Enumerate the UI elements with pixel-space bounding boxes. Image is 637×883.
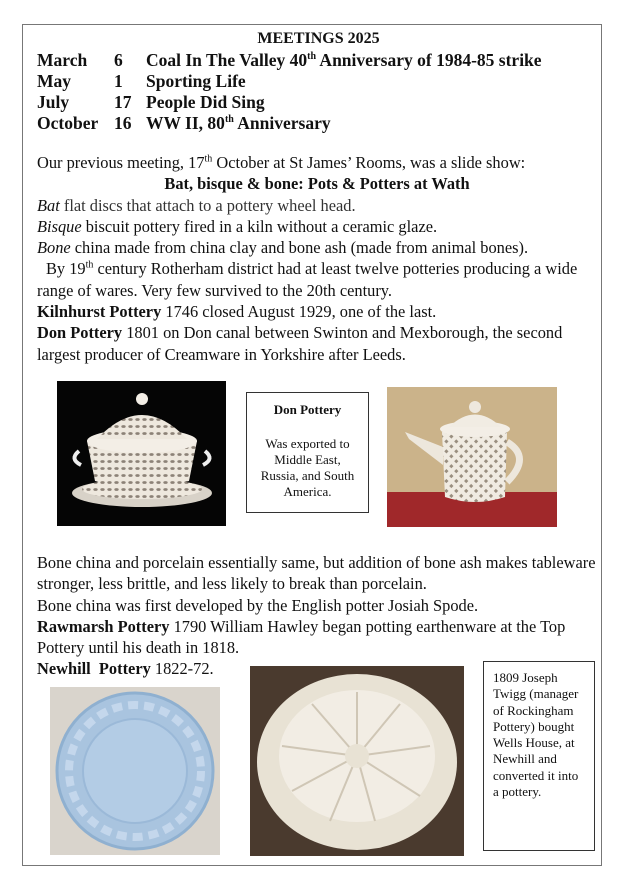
schedule-event: People Did Sing <box>146 92 265 112</box>
schedule-month: July <box>37 92 70 112</box>
schedule-row <box>37 71 542 92</box>
bone-china-paragraph: Bone china and porcelain essentially same, but addition of bone ash makes tableware stronger, less brittle, and less likely to break than porcelain. <box>37 553 596 594</box>
definition-bat: Bat flat discs that attach to a pottery wheel head. <box>37 195 356 215</box>
talk-title: Bat, bisque & bone: Pots & Potters at Wath <box>164 174 470 194</box>
don-box-title: Don Pottery <box>273 402 342 417</box>
teapot-photo <box>387 387 557 527</box>
rawmarsh-paragraph: Rawmarsh Pottery 1790 William Hawley began potting earthenware at the Top Pottery until his death in 1818. <box>37 616 566 658</box>
schedule-event: Coal In The Valley 40th Anniversary of 1984-85 strike <box>146 50 542 70</box>
don-paragraph: Don Pottery 1801 on Don canal between Swinton and Mexborough, the second largest producer of Creamware in Yorkshire after Leeds. <box>37 323 563 364</box>
history-paragraph: By 19th century Rotherham district had at least twelve potteries producing a wide range of wares. Very few survived to the 20th century. <box>37 259 578 300</box>
meeting-schedule <box>37 50 542 134</box>
schedule-row <box>37 113 542 134</box>
don-box-body: Was exported to Middle East, Russia, and South America. <box>260 436 355 499</box>
ribbed-dish-photo <box>250 666 464 856</box>
schedule-month: March <box>37 50 88 70</box>
newhill-paragraph: Newhill Pottery 1822-72. <box>37 659 214 679</box>
spode-paragraph: Bone china was first developed by the English potter Josiah Spode. <box>37 595 479 615</box>
schedule-day: 17 <box>114 92 132 112</box>
article-top <box>37 152 597 365</box>
schedule-row <box>37 50 542 71</box>
intro-paragraph: Our previous meeting, 17th October at St James’ Rooms, was a slide show: <box>37 153 526 172</box>
chestnut-basket-photo <box>57 381 226 526</box>
kilnhurst-paragraph: Kilnhurst Pottery 1746 closed August 1929, one of the last. <box>37 302 437 322</box>
schedule-event: Sporting Life <box>146 71 246 91</box>
twigg-box: 1809 Joseph Twigg (manager of Rockingham Pottery) bought Wells House, at Newhill and converted it into a pottery. <box>483 661 595 851</box>
blue-plate-photo <box>50 687 220 855</box>
schedule-day: 16 <box>114 113 132 133</box>
schedule-row <box>37 92 542 113</box>
schedule-month: October <box>37 113 99 133</box>
definition-bone: Bone china made from china clay and bone ash (made from animal bones). <box>37 238 529 258</box>
schedule-day: 6 <box>114 50 123 70</box>
schedule-month: May <box>37 71 72 91</box>
schedule-day: 1 <box>114 71 123 91</box>
schedule-event: WW II, 80th Anniversary <box>146 113 331 133</box>
page-title: MEETINGS 2025 <box>257 30 380 47</box>
definition-bisque: Bisque biscuit pottery fired in a kiln without a ceramic glaze. <box>37 216 438 236</box>
don-pottery-box <box>246 392 369 513</box>
